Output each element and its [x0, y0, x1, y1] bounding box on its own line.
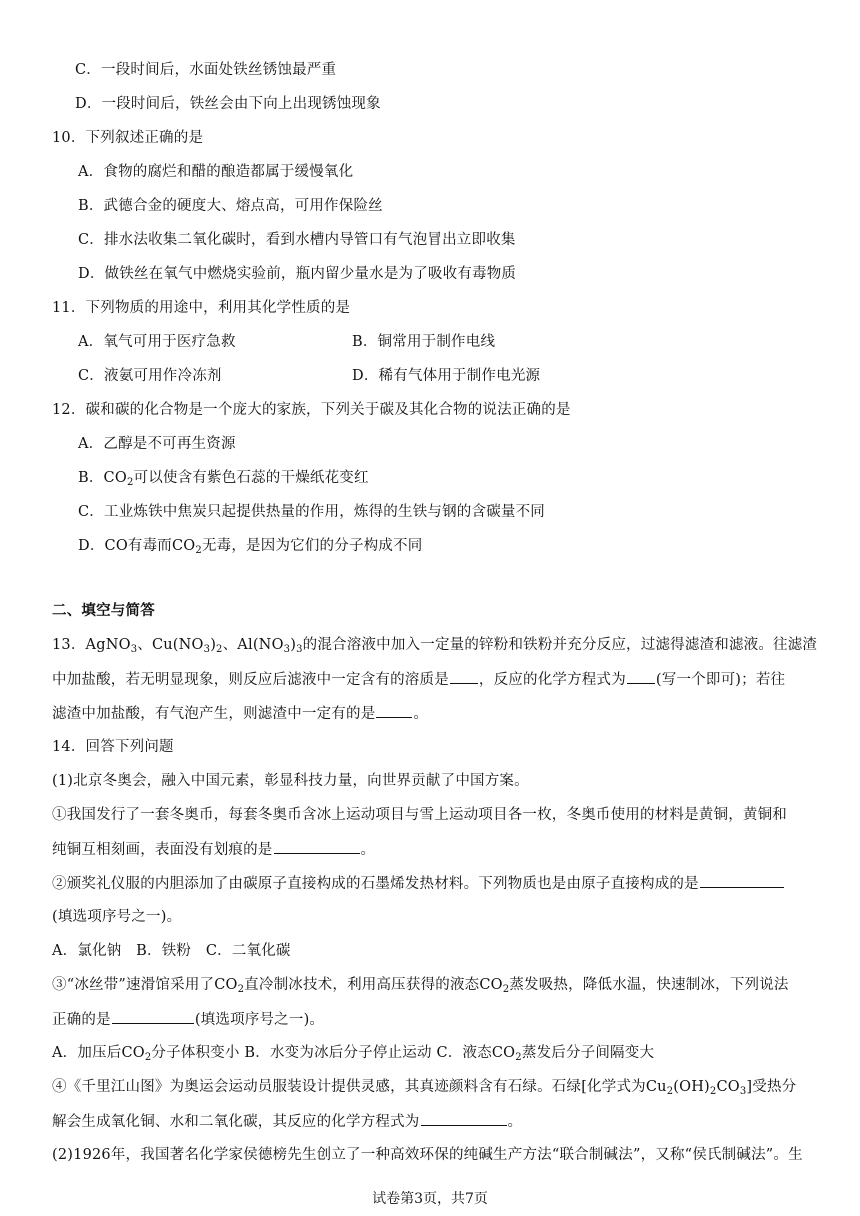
q12-option-a: A．乙醇是不可再生资源	[78, 436, 236, 452]
q14-s2-line-1: ②颁奖礼仪服的内胆添加了由碳原子直接构成的石墨烯发热材料。下列物质也是由原子直接构成的是	[52, 873, 785, 894]
section-heading: 二、填空与简答	[52, 603, 155, 619]
answer-blank[interactable]	[421, 1111, 507, 1126]
q10-option-d: D．做铁丝在氧气中燃烧实验前，瓶内留少量水是为了吸收有毒物质	[78, 266, 517, 282]
q12-option-c: C．工业炼铁中焦炭只起提供热量的作用，炼得的生铁与钢的含碳量不同	[78, 504, 545, 520]
q12-stem: 12．碳和碳的化合物是一个庞大的家族，下列关于碳及其化合物的说法正确的是	[52, 402, 571, 418]
q14-s1-line-1: ①我国发行了一套冬奥币，每套冬奥币含冰上运动项目与雪上运动项目各一枚，冬奥币使用的材料是黄铜，黄铜和	[52, 807, 787, 823]
answer-blank[interactable]	[450, 669, 478, 684]
q11-option-a: A．氧气可用于医疗急救	[78, 334, 236, 350]
q14-s2-line-2: (填选项序号之一)。	[52, 909, 182, 925]
q14-s3-options: A．加压后$CO_2$分子体积变小 B．水变为冰后分子停止运动 C．液态$CO_2$蒸发后分子间隔变大	[52, 1045, 655, 1063]
q12-option-b: B．$CO_2$可以使含有紫色石蕊的干燥纸花变红	[78, 470, 369, 488]
answer-blank[interactable]	[627, 669, 655, 684]
q14-part-2: (2)1926年，我国著名化学家侯德榜先生创立了一种高效环保的纯碱生产方法“联合制碱法”，又称“侯氏制碱法”。生	[52, 1147, 803, 1163]
q14-s1-line-2: 纯铜互相刻画，表面没有划痕的是 。	[52, 839, 375, 860]
answer-blank[interactable]	[700, 873, 784, 888]
q14-s4-line-2: 解会生成氧化铜、水和二氧化碳，其反应的化学方程式为 。	[52, 1111, 522, 1132]
q9-option-d: D．一段时间后，铁丝会由下向上出现锈蚀现象	[75, 96, 381, 112]
q14-s3-line-2: 正确的是 (填选项序号之一)。	[52, 1009, 324, 1030]
q13-line-1: 13．AgNO$_3$、$Cu(NO_3)_2$、$Al(NO_3)_3$的混合溶液中加入一定量的锌粉和铁粉并充分反应，过滤得滤渣和滤液。往滤渣	[52, 637, 818, 655]
q11-stem: 11．下列物质的用途中，利用其化学性质的是	[52, 300, 351, 316]
answer-blank[interactable]	[376, 703, 412, 718]
q9-option-c: C．一段时间后，水面处铁丝锈蚀最严重	[75, 62, 337, 78]
q10-option-a: A．食物的腐烂和醋的酿造都属于缓慢氧化	[78, 164, 354, 180]
q11-option-b: B．铜常用于制作电线	[352, 334, 496, 350]
answer-blank[interactable]	[274, 839, 360, 854]
page-footer: 试卷第3页，共7页	[372, 1191, 488, 1207]
q13-line-3: 滤渣中加盐酸，有气泡产生，则滤渣中一定有的是 。	[52, 703, 428, 724]
answer-blank[interactable]	[112, 1009, 194, 1024]
q13-line-2: 中加盐酸，若无明显现象，则反应后滤液中一定含有的溶质是 ，反应的化学方程式为 (写一个即可)；若往	[52, 669, 785, 690]
q14-s4-line-1: ④《千里江山图》为奥运会运动员服装设计提供灵感，其真迹颜料含有石绿。石绿[化学式为$Cu_2(OH)_2CO_3$]受热分	[52, 1079, 797, 1097]
q10-stem: 10．下列叙述正确的是	[52, 130, 204, 146]
q11-option-c: C．液氨可用作冷冻剂	[78, 368, 222, 384]
q10-option-b: B．武德合金的硬度大、熔点高，可用作保险丝	[78, 198, 383, 214]
q14-stem: 14．回答下列问题	[52, 739, 174, 755]
q10-option-c: C．排水法收集二氧化碳时，看到水槽内导管口有气泡冒出立即收集	[78, 232, 516, 248]
q14-s3-line-1: ③“冰丝带”速滑馆采用了$CO_2$直冷制冰技术，利用高压获得的液态$CO_2$蒸发吸热，降低水温，快速制冰，下列说法	[52, 977, 789, 995]
q11-option-d: D．稀有气体用于制作电光源	[352, 368, 541, 384]
q12-option-d: D．CO有毒而$CO_2$无毒，是因为它们的分子构成不同	[78, 538, 423, 556]
q14-s2-options: A．氯化钠 B．铁粉 C．二氧化碳	[52, 943, 291, 959]
q14-part-1: (1)北京冬奥会，融入中国元素，彰显科技力量，向世界贡献了中国方案。	[52, 773, 529, 789]
